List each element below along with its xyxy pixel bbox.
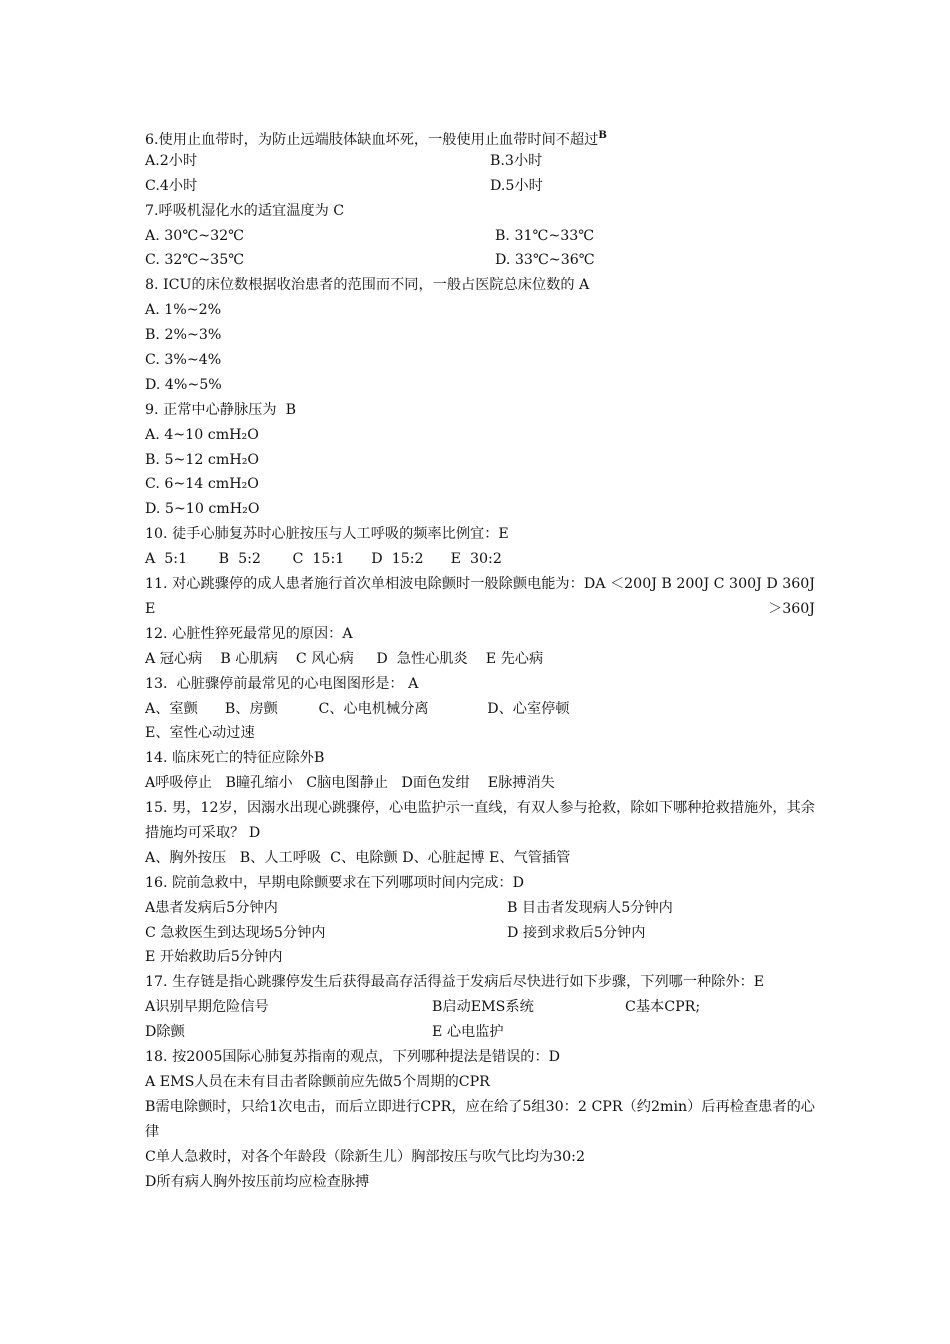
question-16-options-row — [145, 896, 815, 921]
question-13-stem: 13. 心脏骤停前最常见的心电图图形是： A — [145, 675, 419, 692]
question-6-options-row — [145, 149, 815, 174]
option: B 目击者发现病人5分钟内 — [507, 899, 673, 916]
question-15-text: 15. 男，12岁，因溺水出现心跳骤停，心电监护示一直线，有双人参与抢救，除如下哪种抢救措施外，其余措施均可采取？ D — [145, 800, 815, 841]
option: C基本CPR; — [625, 999, 701, 1016]
question-17-options-row — [145, 995, 815, 1020]
option: A EMS人员在未有目击者除颤前应先做5个周期的CPR — [145, 1073, 490, 1090]
option: D. 4%~5% — [145, 376, 222, 393]
option: D. 33℃~36℃ — [495, 252, 595, 269]
question-6-stem: 6.使用止血带时，为防止远端肢体缺血坏死，一般使用止血带时间不超过$^B$ — [145, 130, 607, 148]
question-7-options-row — [145, 224, 815, 249]
question-14-options: A呼吸停止 B瞳孔缩小 C脑电图静止 D面色发绀 E脉搏消失 — [145, 775, 555, 792]
question-13-options: A、室颤 B、房颤 C、心电机械分离 D、心室停顿 — [145, 700, 570, 717]
option: A.2小时 — [145, 152, 198, 169]
question-17-text: 17. 生存链是指心跳骤停发生后获得最高存活得益于发病后尽快进行如下步骤，下列哪一种除外：E — [145, 974, 765, 991]
option: C. 6~14 cmH₂O — [145, 476, 259, 493]
option: B. 31℃~33℃ — [495, 227, 595, 244]
option: A. 1%~2% — [145, 302, 222, 319]
question-17-options-row — [145, 1020, 815, 1045]
option: B需电除颤时，只给1次电击，而后立即进行CPR，应在给了5组30：2 CPR（约2min）后再检查患者的心律 — [145, 1098, 815, 1140]
question-8-stem: 8. ICU的床位数根据收治患者的范围而不同，一般占医院总床位数的 A — [145, 277, 590, 294]
question-12-stem: 12. 心脏性猝死最常见的原因：A — [145, 625, 353, 642]
option: C.4小时 — [145, 177, 198, 194]
option: D所有病人胸外按压前均应检查脉搏 — [145, 1173, 370, 1190]
option: C. 3%~4% — [145, 352, 222, 369]
question-13-options: E、室性心动过速 — [145, 725, 255, 742]
option: D除颤 — [145, 1024, 185, 1041]
exam-document — [145, 124, 815, 1194]
question-14-stem: 14. 临床死亡的特征应除外B — [145, 750, 325, 767]
question-11-text: 11. 对心跳骤停的成人患者施行首次单相波电除颤时一般除颤电能为：DA ＜200J B 200J C 300J D 360J E ＞360J — [145, 576, 815, 617]
question-18-stem: 18. 按2005国际心肺复苏指南的观点，下列哪种提法是错误的：D — [145, 1049, 561, 1066]
question-6-answer: B — [598, 130, 607, 141]
option: B启动EMS系统 — [432, 999, 534, 1016]
option: C单人急救时，对各个年龄段（除新生儿）胸部按压与吹气比均为30:2 — [145, 1148, 585, 1165]
option: D 接到求救后5分钟内 — [507, 924, 646, 941]
question-9-stem: 9. 正常中心静脉压为 B — [145, 401, 296, 418]
option: B.3小时 — [490, 152, 543, 169]
option: A患者发病后5分钟内 — [145, 899, 278, 916]
option: C. 32℃~35℃ — [145, 252, 245, 269]
option: E 心电监护 — [432, 1024, 504, 1041]
question-7-options-row — [145, 248, 815, 273]
option: D. 5~10 cmH₂O — [145, 501, 260, 518]
question-15-options: A、胸外按压 B、人工呼吸 C、电除颤 D、心脏起博 E、气管插管 — [145, 849, 571, 866]
question-7-stem: 7.呼吸机湿化水的适宜温度为 C — [145, 202, 345, 219]
option: C 急救医生到达现场5分钟内 — [145, 924, 326, 941]
option: E 开始救助后5分钟内 — [145, 949, 283, 966]
question-10-stem: 10. 徒手心肺复苏时心脏按压与人工呼吸的频率比例宜：E — [145, 526, 509, 543]
question-16-options-row — [145, 921, 815, 946]
question-6-options-row — [145, 174, 815, 199]
question-12-options: A 冠心病 B 心肌病 C 风心病 D 急性心肌炎 E 先心病 — [145, 650, 544, 667]
question-10-options: A 5:1 B 5:2 C 15:1 D 15:2 E 30:2 — [145, 551, 502, 568]
option: A. 4~10 cmH₂O — [145, 426, 259, 443]
option: D.5小时 — [490, 177, 543, 194]
option: B. 5~12 cmH₂O — [145, 451, 260, 468]
option: A识别早期危险信号 — [145, 999, 269, 1016]
option: A. 30℃~32℃ — [145, 227, 245, 244]
option: B. 2%~3% — [145, 327, 222, 344]
question-16-stem: 16. 院前急救中，早期电除颤要求在下列哪项时间内完成：D — [145, 874, 524, 891]
